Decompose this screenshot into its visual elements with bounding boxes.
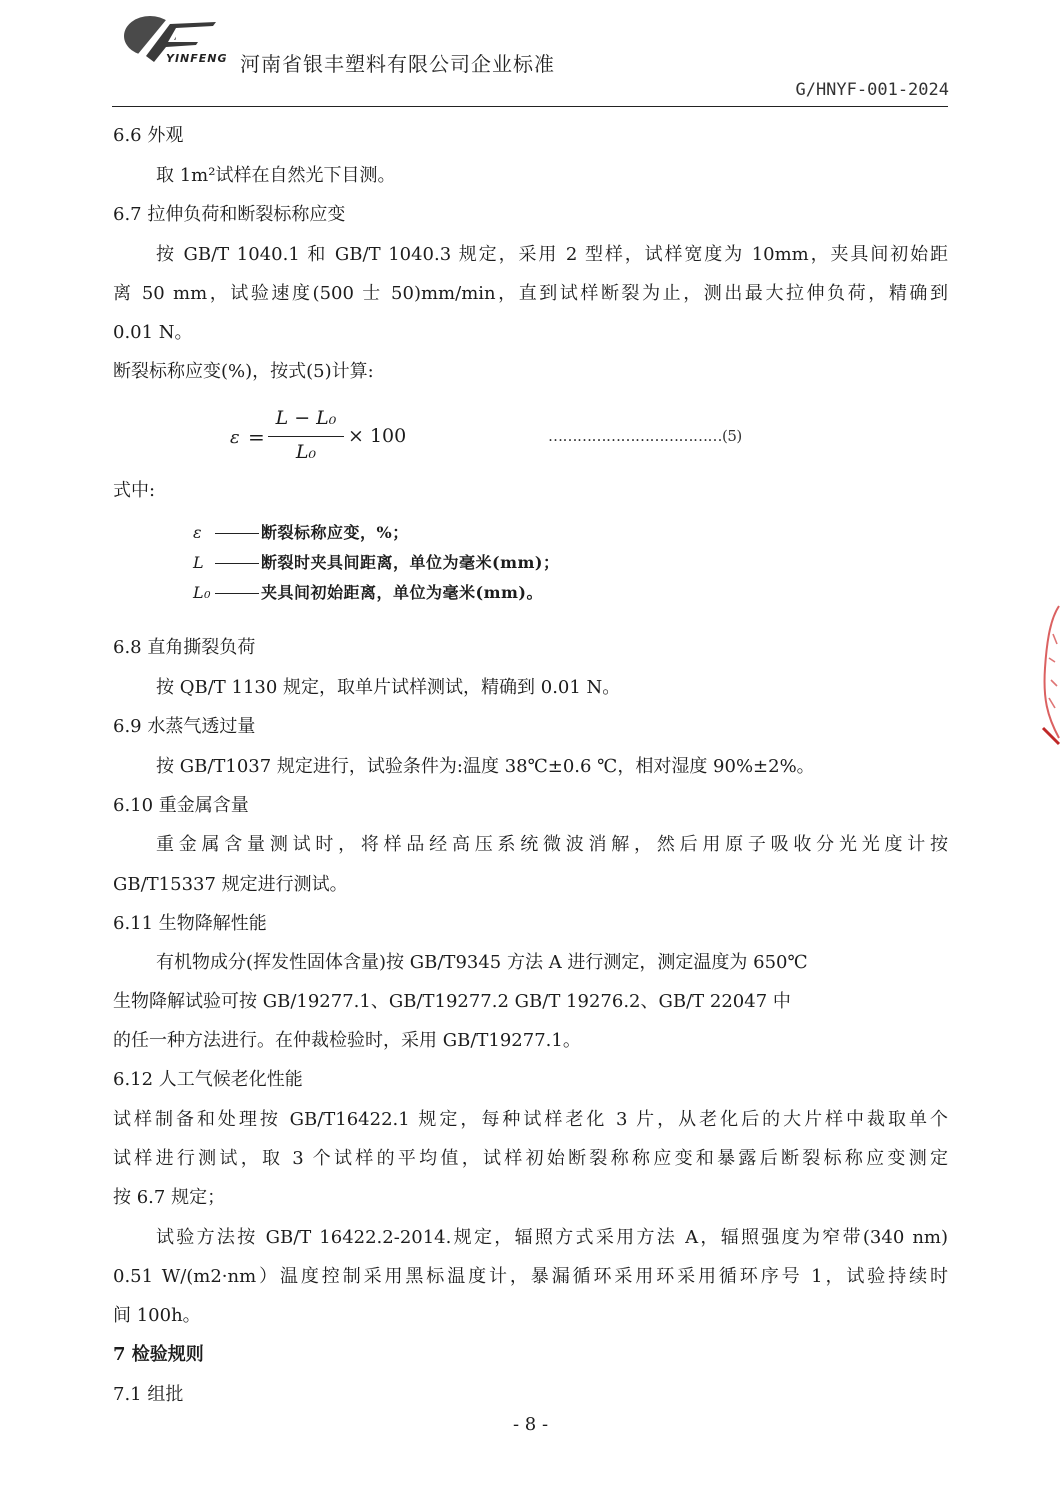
- paragraph-6-12-line2: 试样进行测试，取 3 个试样的平均值，试样初始断裂称称应变和暴露后断裂标称应变测定: [113, 1148, 948, 1169]
- header-rule: [112, 106, 948, 107]
- definition-item: [193, 580, 543, 603]
- paragraph-6-12-line4: 试验方法按 GB/T 16422.2-2014.规定，辐照方式采用方法 A，辐照强度为窄带(340 nm): [156, 1227, 948, 1248]
- paragraph-6-7-line3: 0.01 N。: [113, 322, 193, 343]
- definition-symbol: L₀: [193, 583, 212, 602]
- formula-multiplier: × 100: [348, 425, 407, 447]
- heading-7-1: 7.1 组批: [113, 1384, 184, 1405]
- formula-equals: =: [248, 425, 265, 449]
- paragraph-6-9: 按 GB/T1037 规定进行，试验条件为:温度 38℃±0.6 ℃，相对湿度 90%±2%。: [156, 756, 815, 777]
- paragraph-6-7-line2: 离 50 mm，试验速度(500 士 50)mm/min，直到试样断裂为止，测出最大拉伸负荷，精确到: [113, 283, 948, 304]
- company-title: 河南省银丰塑料有限公司企业标准: [240, 52, 555, 76]
- formula-5: [226, 405, 836, 469]
- heading-6-8: 6.8 直角撕裂负荷: [113, 637, 256, 658]
- definition-symbol: ε: [193, 523, 203, 542]
- definition-symbol: L: [193, 553, 205, 572]
- paragraph-6-11-line3: 的任一种方法进行。在仲裁检验时，采用 GB/T19277.1。: [113, 1030, 581, 1051]
- formula-reference: ………………………………(5): [548, 427, 742, 445]
- heading-7: 7 检验规则: [113, 1344, 204, 1365]
- where-label: 式中:: [113, 480, 156, 501]
- definition-dash: [215, 533, 259, 534]
- formula-numerator: L − L₀: [275, 407, 337, 429]
- paragraph-6-11-line2: 生物降解试验可按 GB/19277.1、GB/T19277.2 GB/T 19276.2、GB/T 22047 中: [113, 991, 791, 1012]
- paragraph-6-12-line1: 试样制备和处理按 GB/T16422.1 规定，每种试样老化 3 片，从老化后的大片样中裁取单个: [113, 1109, 948, 1130]
- fraction-bar: [268, 436, 344, 437]
- definition-dash: [215, 593, 259, 594]
- paragraph-6-12-line6: 间 100h。: [113, 1305, 201, 1326]
- paragraph-6-7-line4: 断裂标称应变(%)，按式(5)计算:: [113, 361, 374, 382]
- heading-6-10: 6.10 重金属含量: [113, 795, 249, 816]
- paragraph-6-12-line5: 0.51 W/(m2·nm）温度控制采用黑标温度计，暴漏循环采用环采用循环序号 1，试验持续时: [113, 1266, 948, 1287]
- heading-6-7: 6.7 拉伸负荷和断裂标称应变: [113, 204, 346, 225]
- paragraph-6-11-line1: 有机物成分(挥发性固体含量)按 GB/T9345 方法 A 进行测定，测定温度为 650℃: [156, 952, 808, 973]
- paragraph-6-8: 按 QB/T 1130 规定，取单片试样测试，精确到 0.01 N。: [156, 677, 621, 698]
- paragraph-6-7-line1: 按 GB/T 1040.1 和 GB/T 1040.3 规定，采用 2 型样，试样宽度为 10mm，夹具间初始距: [156, 244, 948, 265]
- page-number: - 8 -: [512, 1414, 549, 1435]
- paragraph-6-10-line2: GB/T15337 规定进行测试。: [113, 874, 348, 895]
- definition-dash: [215, 563, 259, 564]
- standard-number: G/HNYF-001-2024: [795, 80, 949, 100]
- logo-text: YINFENG: [166, 52, 228, 65]
- paragraph-6-10-line1: 重金属含量测试时，将样品经高压系统微波消解，然后用原子吸收分光光度计按: [156, 834, 948, 855]
- formula-lhs: ε: [230, 427, 240, 448]
- heading-6-6: 6.6 外观: [113, 125, 184, 146]
- definition-text: 断裂标称应变，%；: [261, 523, 409, 542]
- heading-6-9: 6.9 水蒸气透过量: [113, 716, 256, 737]
- definition-text: 夹具间初始距离，单位为毫米(mm)。: [261, 583, 544, 602]
- paragraph-6-12-line3: 按 6.7 规定；: [113, 1187, 226, 1208]
- definition-item: [193, 520, 409, 543]
- definition-text: 断裂时夹具间距离，单位为毫米(mm)；: [261, 553, 560, 572]
- heading-6-11: 6.11 生物降解性能: [113, 913, 267, 934]
- red-seal-fragment: [1021, 598, 1061, 748]
- heading-6-12: 6.12 人工气候老化性能: [113, 1069, 303, 1090]
- definition-item: [193, 550, 560, 573]
- paragraph-6-6: 取 1m²试样在自然光下目测。: [156, 165, 396, 186]
- formula-denominator: L₀: [295, 441, 317, 463]
